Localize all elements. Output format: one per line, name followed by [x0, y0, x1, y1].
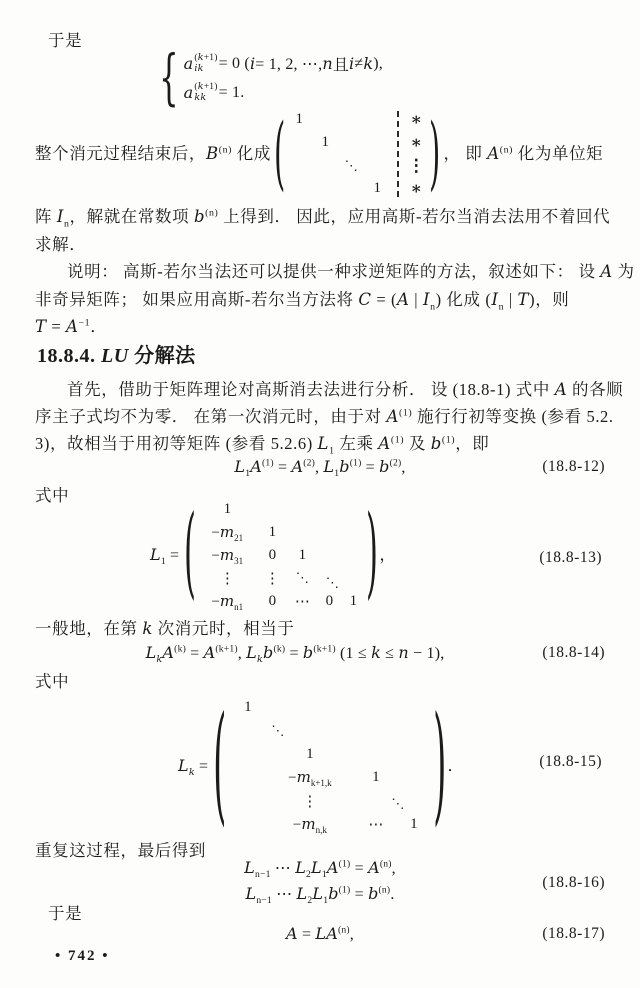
L1-lhs: $L_1$ = — [150, 545, 180, 568]
L1-cell-r1c1: 1 — [223, 500, 232, 517]
L1-cell-r2c1: $-m_{21}$ — [211, 522, 244, 543]
paragraph-lu-intro-line2: 序主子式均不为零． 在第一次消元时，由于对 $A^{(1)}$ 施行行初等变换 (参看 5.2. — [35, 407, 614, 426]
L1-right-paren: ) — [366, 497, 379, 610]
equation-18-8-16 — [35, 858, 605, 910]
system-line-1: a (k+1) ik = 0 ( i = 1, 2, ⋯, n 且 i ≠ k ), — [183, 52, 383, 74]
paragraph-shizhong-1: 式中 — [35, 486, 70, 505]
L1-cell-r3c3: 1 — [298, 546, 307, 563]
elimination-text-before-matrix: 整个消元过程结束后，$B^{(n)}$ 化成 — [35, 143, 271, 163]
paragraph-general-k: 一般地，在第 k 次消元时，相当于 — [35, 619, 295, 638]
paragraph-shizhong-2: 式中 — [35, 672, 70, 691]
paragraph-lead-yushi-bottom: 于是 — [48, 904, 83, 923]
equation-number-18-8-12: (18.8-12) — [542, 458, 605, 475]
equation-18-8-13 — [150, 496, 396, 614]
star-cell-2: ∗ — [410, 132, 423, 152]
equation-18-8-16-line2: $L_{n-1}$ ⋯ $L_2L_1b^{(1)} = b^{(n)}$. — [245, 884, 395, 907]
system-lines — [184, 49, 383, 107]
matrix-dashed-divider — [397, 111, 399, 197]
Lk-cell-r6c3: ⋯ — [368, 817, 384, 834]
equation-number-18-8-16: (18.8-16) — [542, 874, 605, 891]
equation-system-a-entries — [158, 43, 383, 113]
equation-18-8-17-body: $A = LA^{(n)}$, — [286, 924, 354, 943]
L1-cell-r5c2: 0 — [268, 592, 277, 609]
Lk-cell-r4c2: $-m_{k+1,k}$ — [288, 768, 332, 789]
Lk-lhs: $L_k$ = — [178, 756, 209, 779]
equation-number-18-8-13: (18.8-13) — [539, 549, 602, 566]
Lk-cell-r5c2: ⋮ — [302, 793, 318, 810]
matrix-cell-r4c4: 1 — [373, 180, 382, 196]
system-line-2: a (k+1) kk = 1. — [183, 81, 245, 103]
equation-number-18-8-14: (18.8-14) — [542, 644, 605, 661]
paragraph-elimination-line2: 阵 $I_n$，解就在常数项 $b^{(n)}$ 上得到． 因此，应用高斯-若尔当消去法用不着回代 — [35, 207, 611, 230]
Lk-cell-r6c2: $-m_{n,k}$ — [292, 815, 327, 836]
equation-18-8-15 — [178, 690, 465, 842]
L1-cell-r5c4: 0 — [325, 592, 334, 609]
L1-diag-dots-1: ⋱ — [295, 570, 309, 585]
identity-diagonal-grid — [286, 108, 390, 200]
Lk-cell-r4c3: 1 — [372, 769, 380, 786]
matrix-cell-r1c1: 1 — [295, 111, 304, 127]
paragraph-elimination-line3: 求解． — [35, 235, 87, 254]
equation-18-8-14 — [35, 643, 605, 666]
paragraph-lu-intro-line3: 3)，故相当于用初等矩阵 (参看 5.2.6) $L_1$ 左乘 $A^{(1)}$ 及 $b^{(1)}$，即 — [35, 434, 490, 457]
star-cell-1: ∗ — [410, 109, 423, 129]
system-left-brace: { — [159, 43, 179, 113]
equation-18-8-16-line1: $L_{n-1}$ ⋯ $L_2L_1A^{(1)} = A^{(n)}$, — [244, 858, 396, 881]
equation-number-18-8-17: (18.8-17) — [542, 925, 605, 942]
paragraph-lead-yushi-top: 于是 — [48, 31, 83, 50]
paragraph-lu-intro-line1: 首先，借助于矩阵理论对高斯消去法进行分析． 设 (18.8-1) 式中 A 的各顺 — [67, 380, 624, 399]
equation-number-18-8-15: (18.8-15) — [539, 753, 602, 770]
Lk-cell-r3c2: 1 — [306, 745, 314, 762]
Lk-diag-dots-top: ⋱ — [271, 722, 285, 738]
equation-18-8-17 — [35, 924, 605, 944]
Lk-left-paren: ( — [213, 692, 227, 840]
matrix-cell-r2c2: 1 — [321, 134, 330, 150]
paragraph-note-line2: 非奇异矩阵； 如果应用高斯-若尔当方法将 C = (A | $I_n$) 化成 ($I_n$ | T)，则 — [35, 290, 570, 313]
paragraph-elimination-line1 — [35, 104, 603, 204]
paragraph-repeat-process: 重复这过程，最后得到 — [35, 841, 206, 860]
L1-cell-r5c5: 1 — [349, 592, 358, 609]
L1-cell-r3c1: $-m_{31}$ — [211, 545, 244, 566]
matrix-Lk-grid — [230, 696, 430, 837]
page-number: • 742 • — [55, 948, 110, 964]
Lk-right-paren: ) — [433, 692, 447, 840]
Lk-cell-r1c1: 1 — [244, 698, 252, 715]
L1-trailing-comma: ， — [379, 544, 397, 564]
elimination-text-after-matrix: ， 即 $A^{(n)}$ 化为单位矩 — [443, 143, 604, 163]
Lk-trailing-period: ． — [447, 755, 465, 775]
L1-cell-r4c1: ⋮ — [219, 570, 235, 587]
section-heading-18-8-4: 18.8.4. LU 分解法 — [37, 345, 196, 367]
paragraph-note-line1: 说明： 高斯-若尔当法还可以提供一种求逆矩阵的方法，叙述如下： 设 A 为 — [67, 262, 635, 281]
L1-cell-r4c2: ⋮ — [264, 570, 280, 587]
matrix-diag-dots: ⋱ — [344, 157, 358, 173]
matrix-left-paren: ( — [273, 107, 286, 201]
L1-cell-r5c3: ⋯ — [294, 593, 310, 610]
L1-cell-r2c2: 1 — [268, 523, 277, 540]
star-cell-vdots: ⋮ — [407, 155, 425, 175]
equation-18-8-12 — [35, 457, 605, 480]
L1-left-paren: ( — [184, 497, 197, 610]
Lk-diag-dots-bottom: ⋱ — [391, 796, 405, 812]
matrix-right-paren: ) — [429, 107, 441, 201]
matrix-L1-grid — [199, 498, 363, 613]
equation-18-8-14-body: $L_kA^{(k)} = A^{(k+1)}$, $L_kb^{(k)} = b^{(k+1)}$ (1 ≤ k ≤ n − 1), — [145, 643, 445, 666]
L1-diag-dots-2: ⋱ — [325, 575, 339, 590]
equation-18-8-12-body: $L_1A^{(1)} = A^{(2)}$, $L_1b^{(1)} = b^{(2)}$, — [234, 457, 406, 480]
L1-cell-r5c1: $-m_{n1}$ — [211, 591, 244, 612]
matrix-star-column — [404, 108, 428, 200]
Lk-cell-r6c4: 1 — [410, 816, 418, 833]
matrix-identity-augmented — [273, 108, 442, 200]
paragraph-note-line3: $T = A^{-1}$． — [35, 317, 108, 336]
star-cell-3: ∗ — [410, 178, 423, 198]
L1-cell-r3c2: 0 — [268, 546, 277, 563]
